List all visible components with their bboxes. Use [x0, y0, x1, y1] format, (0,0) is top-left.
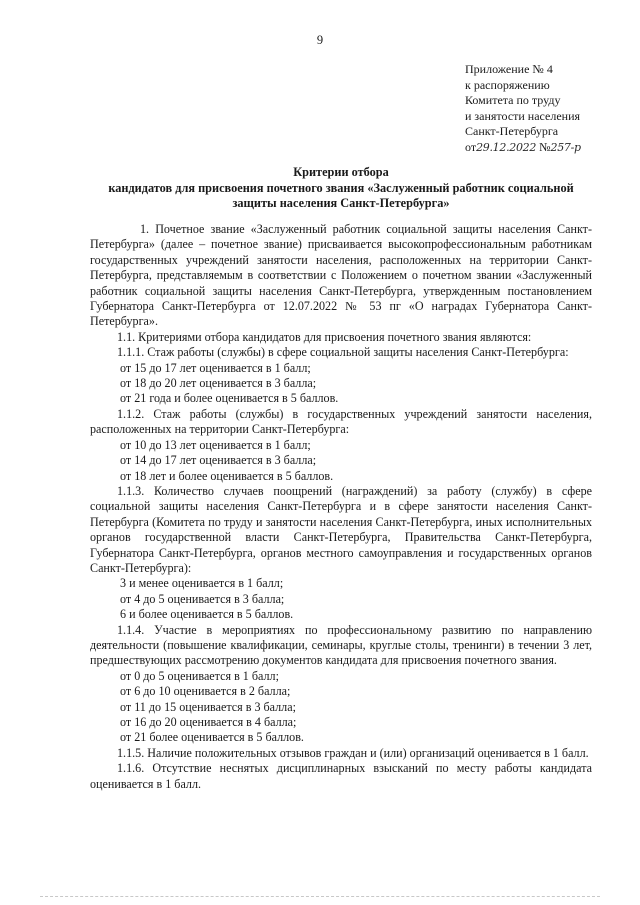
page-number: 9: [316, 33, 324, 47]
number-prefix: №: [539, 139, 551, 154]
paragraph-1-1-1: 1.1.1. Стаж работы (службы) в сфере социальной защиты населения Санкт-Петербурга:: [117, 345, 569, 360]
criteria-1-1-2-item: от 18 лет и более оценивается в 5 баллов.: [120, 468, 334, 483]
criteria-1-1-1-item: от 15 до 17 лет оценивается в 1 балл;: [120, 360, 311, 375]
criteria-1-1-2-item: от 14 до 17 лет оценивается в 3 балла;: [120, 453, 317, 468]
criteria-1-1-1-item: от 21 года и более оценивается в 5 баллов.: [120, 391, 339, 406]
paragraph-1-1-5: 1.1.5. Наличие положительных отзывов граждан и (или) организаций оценивается в 1 балл.: [117, 745, 589, 760]
appendix-header: [465, 62, 625, 156]
criteria-1-1-2-item: от 10 до 13 лет оценивается в 1 балл;: [120, 437, 311, 452]
title-line-1: Критерии отбора: [293, 165, 389, 179]
handwritten-date: 29.12.2022: [476, 140, 537, 154]
title-line-2: кандидатов для присвоения почетного звания «Заслуженный работник социальной: [108, 180, 574, 195]
appendix-line-1: Приложение № 4: [465, 62, 553, 76]
date-prefix: от: [465, 139, 477, 154]
appendix-line-4: и занятости населения: [465, 108, 581, 123]
criteria-1-1-4-item: от 6 до 10 оценивается в 2 балла;: [120, 684, 291, 699]
paragraph-1-1-4: 1.1.4. Участие в мероприятиях по профессиональному развитию по направлению деятельности (повышение квалификации, семинары, круглые столы, тренинги) в течении 3 лет, предшествующих рассмотрению документов кандидата для присвоения почетного звания.: [90, 622, 592, 668]
criteria-1-1-4-item: от 11 до 15 оценивается в 3 балла;: [120, 699, 296, 714]
handwritten-number: 257-р: [550, 140, 581, 154]
scan-edge-noise: [40, 896, 600, 897]
paragraph-1-1: 1.1. Критериями отбора кандидатов для присвоения почетного звания являются:: [117, 329, 532, 344]
document-body: [90, 222, 592, 792]
appendix-date-number-line: [465, 140, 625, 156]
paragraph-1-1-6: 1.1.6. Отсутствие неснятых дисциплинарных взысканий по месту работы кандидата оценивается в 1 балл.: [90, 761, 592, 791]
paragraph-1: 1. Почетное звание «Заслуженный работник социальной защиты населения Санкт-Петербурга» (далее – почетное звание) присваивается высокопрофессиональным работникам государственных учреждений занятости населения, расположенных на территории Санкт-Петербурга, представляемым в соответствии с Положением о почетном звании «Заслуженный работник социальной защиты населения Санкт-Петербурга, утвержденным постановлением Губернатора Санкт-Петербурга от 12.07.2022 № 53 пг «О наградах Губернатора Санкт-Петербурга».: [90, 222, 592, 329]
appendix-line-5: Санкт-Петербурга: [465, 124, 559, 139]
criteria-1-1-4-item: от 16 до 20 оценивается в 4 балла;: [120, 715, 297, 729]
criteria-1-1-3-item: 3 и менее оценивается в 1 балл;: [120, 576, 284, 591]
criteria-1-1-4-item: от 21 более оценивается в 5 баллов.: [120, 730, 304, 745]
appendix-line-2: к распоряжению: [465, 77, 550, 92]
criteria-1-1-3-item: от 4 до 5 оценивается в 3 балла;: [120, 591, 285, 606]
criteria-1-1-4-item: от 0 до 5 оценивается в 1 балл;: [120, 668, 279, 683]
title-line-3: защиты населения Санкт-Петербурга»: [232, 196, 450, 210]
paragraph-1-1-3: 1.1.3. Количество случаев поощрений (награждений) за работу (службу) в сфере социальной защиты населения Санкт-Петербурга и в сфере занятости населения Санкт-Петербурга (Комитета по труду и занятости населения Санкт-Петербурга, иных исполнительных органов государственной власти Санкт-Петербурга, Правительства Санкт-Петербурга, Губернатора Санкт-Петербурга, органов местного самоуправления и государственных органов Санкт-Петербурга):: [90, 483, 592, 575]
appendix-line-3: Комитета по труду: [465, 93, 561, 108]
document-title: [90, 165, 592, 212]
criteria-1-1-1-item: от 18 до 20 лет оценивается в 3 балла;: [120, 376, 317, 391]
paragraph-1-1-2: 1.1.2. Стаж работы (службы) в государственных учреждений занятости населения, расположенных на территории Санкт-Петербурга:: [90, 406, 592, 437]
criteria-1-1-3-item: 6 и более оценивается в 5 баллов.: [120, 607, 294, 622]
